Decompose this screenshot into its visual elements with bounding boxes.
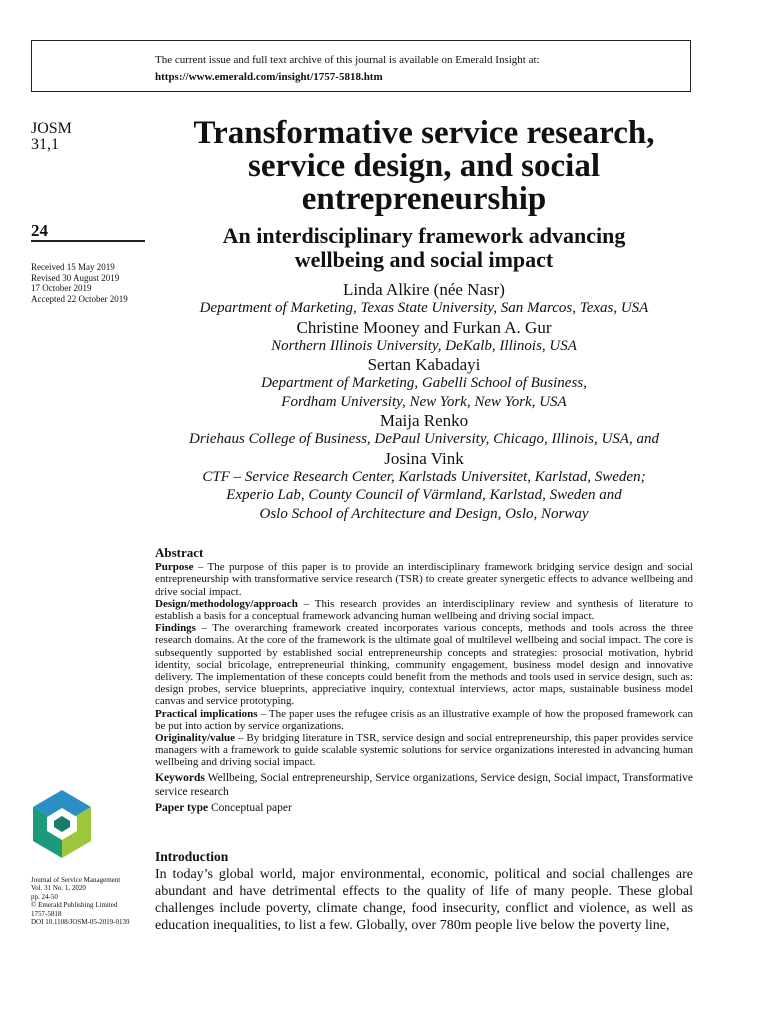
author-name: Sertan Kabadayi <box>367 355 481 374</box>
author-affiliation: Driehaus College of Business, DePaul University, Chicago, Illinois, USA, and <box>189 431 659 447</box>
emerald-logo-icon <box>29 790 95 858</box>
author-list <box>150 280 698 523</box>
citation-line: 1757-5818 <box>31 909 62 918</box>
article-subtitle <box>150 224 698 272</box>
author-affiliation: Department of Marketing, Gabelli School of Business, <box>261 375 587 391</box>
abstract-purpose <box>155 561 693 598</box>
keywords <box>155 771 693 799</box>
title-line: service design, and social <box>248 148 600 184</box>
author-affiliation: Fordham University, New York, New York, USA <box>281 393 567 410</box>
title-line: Transformative service research, <box>193 115 655 151</box>
citation-line: Vol. 31 No. 1, 2020 <box>31 884 86 893</box>
date-received: Received 15 May 2019 <box>31 262 115 272</box>
author-affiliation: Oslo School of Architecture and Design, Oslo, Norway <box>259 505 589 522</box>
paper-type <box>155 801 693 815</box>
volume-issue: 31,1 <box>31 136 59 153</box>
introduction-heading: Introduction <box>155 849 229 864</box>
keywords-label: Keywords <box>155 771 205 784</box>
subtitle-line: wellbeing and social impact <box>294 247 554 272</box>
keywords-text: Wellbeing, Social entrepreneurship, Service organizations, Service design, Social impact, Transformative service research <box>155 771 693 798</box>
citation-line: Journal of Service Management <box>31 876 121 884</box>
section-label: Findings <box>155 622 196 635</box>
paper-type-label: Paper type <box>155 801 209 814</box>
section-label: Practical implications <box>155 707 258 720</box>
author-affiliation: Experio Lab, County Council of Värmland, Karlstad, Sweden and <box>226 487 622 503</box>
article-title <box>150 117 698 216</box>
citation-line: © Emerald Publishing Limited <box>31 901 118 910</box>
page-number: 24 <box>31 221 48 240</box>
submission-dates <box>31 262 128 304</box>
abstract-heading: Abstract <box>155 545 204 560</box>
journal-access-banner <box>31 40 691 92</box>
author-name: Christine Mooney and Furkan A. Gur <box>296 317 552 337</box>
subtitle-line: An interdisciplinary framework advancing <box>222 223 626 248</box>
banner-text: The current issue and full text archive of this journal is available on Emerald Insight at: <box>155 54 540 66</box>
paper-type-text: Conceptual paper <box>208 801 292 814</box>
introduction-text: In today’s global world, major environmental, economic, political and social challenges are abundant and have detrimental effects to the quality of life of many people. These global challenges include poverty, climate change, food insecurity, conflict and violence, as well as education inequalities, to list a few. Globally, over 780m people live below the poverty line, <box>155 867 693 933</box>
journal-url-link[interactable]: https://www.emerald.com/insight/1757-5818.htm <box>155 71 383 83</box>
abstract-findings <box>155 622 693 707</box>
sidebar-divider <box>31 240 145 242</box>
section-text: – The purpose of this paper is to provide an interdisciplinary framework bridging service design and social entrepreneurship with transformative service research (TSR) to create greater synergetic effects to advance wellbeing and drive social impact. <box>155 561 693 598</box>
author-name: Linda Alkire (née Nasr) <box>343 280 505 299</box>
author-affiliation: CTF – Service Research Center, Karlstads Universitet, Karlstad, Sweden; <box>202 468 646 485</box>
author-name: Maija Renko <box>379 411 469 430</box>
date-revised: Revised 30 August 2019 <box>31 272 120 283</box>
section-label: Purpose <box>155 561 194 574</box>
author-affiliation: Department of Marketing, Texas State University, San Marcos, Texas, USA <box>199 300 649 316</box>
journal-citation <box>31 876 130 926</box>
abstract-design <box>155 598 693 622</box>
journal-code <box>31 121 72 153</box>
title-line: entrepreneurship <box>301 181 547 217</box>
citation-line: pp. 24-50 <box>31 892 58 901</box>
abstract-originality <box>155 732 693 769</box>
section-text: – The overarching framework created incorporates various concepts, methods and tools across the three research domains. At the core of the framework is the ultimate goal of multilevel wellbeing and social impact. The core is subsequently supported by established social entrepreneurship concepts and strategies: prosocial motivation, hybrid identity, social bricolage, entrepreneurial thinking, community engagement, business model design and innovative delivery. The implementation of these concepts could benefit from the methods and tools used in service design, such as: design probes, service blueprints, appreciative inquiry, contextual interviews, actor maps, sustainable business model canvas and service prototyping. <box>155 622 693 708</box>
abstract-practical <box>155 708 693 732</box>
citation-line: DOI 10.1108/JOSM-05-2019-0139 <box>31 918 130 927</box>
author-name: Josina Vink <box>384 448 464 468</box>
section-text: – This research provides an interdisciplinary review and synthesis of literature to establish a basis for a conceptual framework advancing human wellbeing and driving social impact. <box>155 597 693 623</box>
section-text: – The paper uses the refugee crisis as an illustrative example of how the proposed framework can be put into action by service organizations. <box>155 707 693 732</box>
section-label: Originality/value <box>155 732 236 745</box>
date-revised-2: 17 October 2019 <box>31 283 92 293</box>
author-affiliation: Northern Illinois University, DeKalb, Illinois, USA <box>271 337 577 354</box>
introduction-section <box>155 849 693 934</box>
section-text: – By bridging literature in TSR, service design and social entrepreneurship, this paper provides service managers with a framework to guide scalable systemic solutions for service organizations interested in advancing human wellbeing and driving social impact. <box>155 732 693 769</box>
date-accepted: Accepted 22 October 2019 <box>31 293 128 304</box>
section-label: Design/methodology/approach <box>155 597 298 610</box>
journal-abbrev: JOSM <box>31 120 72 137</box>
abstract-section <box>155 547 693 815</box>
